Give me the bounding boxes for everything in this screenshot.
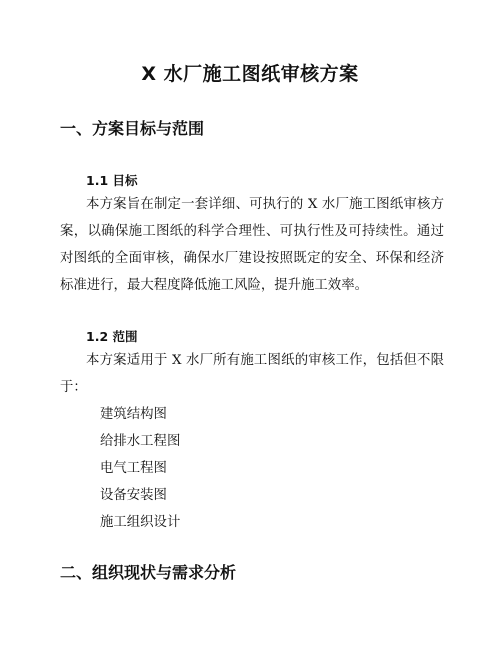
- goal-paragraph: 本方案旨在制定一套详细、可执行的 X 水厂施工图纸审核方案，以确保施工图纸的科学合理性、可执行性及可持续性。通过对图纸的全面审核，确保水厂建设按照既定的安全、环保和经济标准进行，最大程度降低施工风险，提升施工效率。: [60, 197, 444, 293]
- list-item: 设备安装图: [100, 488, 167, 503]
- list-item: 施工组织设计: [100, 515, 181, 530]
- list-item: 电气工程图: [100, 461, 167, 476]
- scope-list: [100, 401, 180, 536]
- section-heading-goals-scope: 一、方案目标与范围: [60, 119, 205, 138]
- subsection-heading-goal: 1.1 目标: [86, 173, 138, 188]
- list-item: 给排水工程图: [100, 434, 181, 449]
- document-title: X 水厂施工图纸审核方案: [141, 63, 359, 85]
- list-item: 建筑结构图: [100, 407, 167, 422]
- scope-paragraph: 本方案适用于 X 水厂所有施工图纸的审核工作，包括但不限于：: [60, 353, 444, 395]
- section-heading-org-analysis: 二、组织现状与需求分析: [60, 563, 237, 582]
- subsection-heading-scope: 1.2 范围: [86, 329, 138, 344]
